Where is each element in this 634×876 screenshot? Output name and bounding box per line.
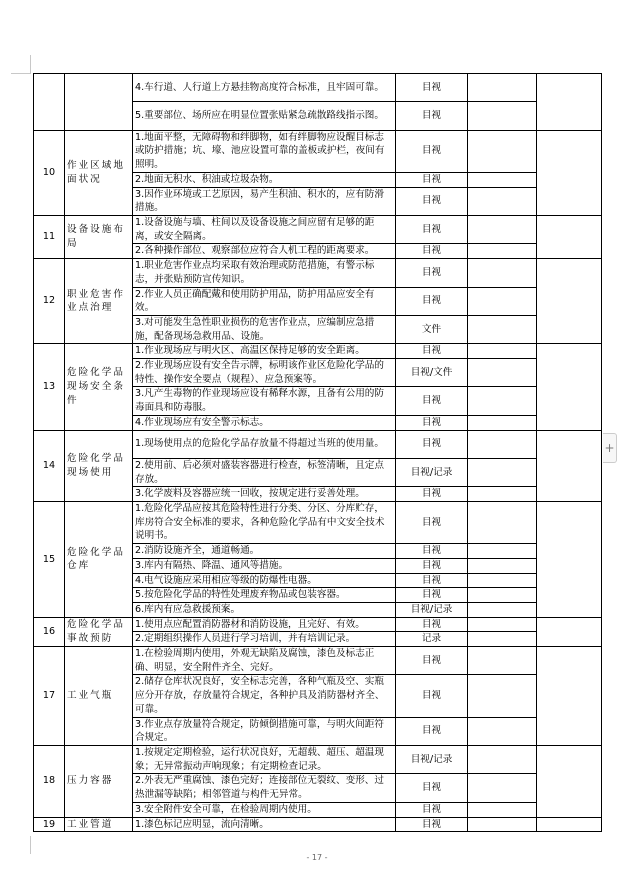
result-cell[interactable] [468,544,537,559]
check-content: 1.职业危害作业点均采取有效治理或防范措施，有警示标志，并张贴预防宣传知识。 [133,259,396,287]
check-method: 目视 [396,617,468,632]
check-content: 1.使用点应配置消防器材和消防设施，且完好、有效。 [133,617,396,632]
check-method: 目视/记录 [396,458,468,486]
result-cell[interactable] [468,588,537,603]
check-content: 1.地面平整，无障碍物和绊脚物，如有绊脚物应设醒目标志或防护措施；坑、壕、池应设置可靠的盖板或护栏，夜间有照明。 [133,130,396,172]
check-method: 目视 [396,130,468,172]
check-method: 目视 [396,172,468,187]
check-method: 目视 [396,558,468,573]
remarks-cell[interactable] [537,746,602,818]
result-cell[interactable] [468,802,537,817]
item-category: 作业区域地面状况 [65,130,133,215]
result-cell[interactable] [468,415,537,430]
item-number: 13 [34,344,65,430]
check-content: 2.作业人员正确配戴和使用防护用品，防护用品应安全有效。 [133,287,396,315]
check-content: 1.现场使用点的危险化学品存放量不得超过当班的使用量。 [133,430,396,458]
check-content: 3.安全附件安全可靠，在检验周期内使用。 [133,802,396,817]
check-method: 目视 [396,430,468,458]
table-row [34,74,602,102]
item-category: 压力容器 [65,746,133,818]
check-method: 目视 [396,544,468,559]
remarks-cell[interactable] [537,130,602,215]
result-cell[interactable] [468,746,537,774]
result-cell[interactable] [468,74,537,102]
result-cell[interactable] [468,573,537,588]
result-cell[interactable] [468,172,537,187]
result-cell[interactable] [468,502,537,544]
result-cell[interactable] [468,617,537,632]
add-button[interactable]: + [603,433,617,463]
check-method: 目视 [396,774,468,802]
check-content: 1.按规定定期检验，运行状况良好，无超载、超压、超温现象；无异常振动声响现象；有定期检查记录。 [133,746,396,774]
page-number: - 17 - [306,853,328,862]
item-number: 15 [34,502,65,618]
result-cell[interactable] [468,102,537,130]
item-number: 16 [34,617,65,646]
item-category: 工业管道 [65,817,133,832]
table-row [34,344,602,359]
crop-mark-top-left-h [11,73,31,74]
check-method: 目视/文件 [396,359,468,387]
item-number: 17 [34,647,65,746]
result-cell[interactable] [468,675,537,717]
check-method: 目视 [396,187,468,215]
check-method: 记录 [396,632,468,647]
check-method: 目视 [396,588,468,603]
remarks-cell[interactable] [537,344,602,430]
check-method: 目视 [396,675,468,717]
check-content: 2.定期组织操作人员进行学习培训，并有培训记录。 [133,632,396,647]
check-method: 目视 [396,487,468,502]
check-content: 2.作业现场应设有安全告示牌，标明该作业区危险化学品的特性、操作安全要点（规程）、应急预案等。 [133,359,396,387]
table-row [34,502,602,544]
check-content: 6.库内有应急救援预案。 [133,602,396,617]
result-cell[interactable] [468,458,537,486]
item-number: 10 [34,130,65,215]
result-cell[interactable] [468,315,537,343]
check-content: 1.作业现场应与明火区、高温区保持足够的安全距离。 [133,344,396,359]
check-method: 目视 [396,259,468,287]
crop-mark-bottom-left-v [30,836,31,854]
item-category: 危险化学品现场安全条件 [65,344,133,430]
check-method: 目视 [396,387,468,415]
result-cell[interactable] [468,359,537,387]
item-category: 职业危害作业点治理 [65,259,133,344]
check-method: 目视 [396,344,468,359]
result-cell[interactable] [468,558,537,573]
remarks-cell[interactable] [537,74,602,131]
table-row [34,259,602,287]
result-cell[interactable] [468,774,537,802]
check-method: 目视 [396,717,468,745]
check-content: 1.在检验周期内使用，外观无缺陷及腐蚀，漆色及标志正确、明显，安全附件齐全、完好。 [133,647,396,675]
result-cell[interactable] [468,387,537,415]
check-content: 3.因作业环境或工艺原因，易产生积油、积水的，应有防滑措施。 [133,187,396,215]
remarks-cell[interactable] [537,259,602,344]
result-cell[interactable] [468,187,537,215]
check-method: 目视 [396,244,468,259]
check-content: 5.按危险化学品的特性处理废弃物品或包装容器。 [133,588,396,603]
result-cell[interactable] [468,216,537,244]
check-content: 1.危险化学品应按其危险特性进行分类、分区、分库贮存，库房符合安全标准的要求，各种危险化学品有中文安全技术说明书。 [133,502,396,544]
table-row [34,617,602,632]
check-method: 目视 [396,287,468,315]
check-method: 目视 [396,802,468,817]
remarks-cell[interactable] [537,430,602,502]
check-content: 4.电气设施应采用相应等级的防爆性电器。 [133,573,396,588]
check-content: 3.作业点存放量符合规定，防倾倒措施可靠，与明火间距符合规定。 [133,717,396,745]
check-method: 目视 [396,817,468,832]
item-category: 危险化学品事故预防 [65,617,133,646]
check-method: 目视 [396,502,468,544]
item-number [34,74,65,131]
check-content: 5.重要部位、场所应在明显位置张贴紧急疏散路线指示图。 [133,102,396,130]
check-content: 2.地面无积水、积油或垃圾杂物。 [133,172,396,187]
check-content: 4.车行道、人行道上方悬挂物高度符合标准，且牢固可靠。 [133,74,396,102]
remarks-cell[interactable] [537,647,602,746]
item-number: 14 [34,430,65,502]
result-cell[interactable] [468,817,537,832]
table-row [34,746,602,774]
result-cell[interactable] [468,259,537,287]
check-method: 目视/记录 [396,602,468,617]
check-method: 文件 [396,315,468,343]
check-method: 目视 [396,216,468,244]
check-content: 2.使用前、后必须对盛装容器进行检查，标签清晰，且定点存放。 [133,458,396,486]
check-method: 目视/记录 [396,746,468,774]
check-content: 2.各种操作部位、观察部位应符合人机工程的距离要求。 [133,244,396,259]
table-row [34,817,602,832]
check-method: 目视 [396,102,468,130]
check-content: 3.化学废料及容器应统一回收，按规定进行妥善处理。 [133,487,396,502]
check-content: 2.消防设施齐全，通道畅通。 [133,544,396,559]
remarks-cell[interactable] [537,817,602,832]
check-content: 4.作业现场应有安全警示标志。 [133,415,396,430]
result-cell[interactable] [468,602,537,617]
check-method: 目视 [396,415,468,430]
item-number: 12 [34,259,65,344]
result-cell[interactable] [468,244,537,259]
item-number: 11 [34,216,65,259]
inspection-table [33,73,602,832]
item-category: 危险化学品仓库 [65,502,133,618]
table-row [34,430,602,458]
result-cell[interactable] [468,287,537,315]
check-content: 1.设备设施与墙、柱间以及设备设施之间应留有足够的距离，或安全隔离。 [133,216,396,244]
item-number: 19 [34,817,65,832]
check-content: 3.对可能发生急性职业损伤的危害作业点，应编制应急措施，配备现场急救用品、设施。 [133,315,396,343]
check-content: 2.储存仓库状况良好，安全标志完善，各种气瓶及空、实瓶应分开存放，存放量符合规定，各种护具及消防器材齐全、可靠。 [133,675,396,717]
check-content: 3.凡产生毒物的作业现场应设有稀释水源，且备有公用的防毒面具和防毒服。 [133,387,396,415]
item-category: 危险化学品现场使用 [65,430,133,502]
check-method: 目视 [396,573,468,588]
result-cell[interactable] [468,430,537,458]
check-content: 1.漆色标记应明显，流向清晰。 [133,817,396,832]
result-cell[interactable] [468,717,537,745]
remarks-cell[interactable] [537,617,602,646]
check-content: 2.外表无严重腐蚀、漆色完好；连接部位无裂纹、变形、过热泄漏等缺陷；相邻管道与构件无异常。 [133,774,396,802]
item-number: 18 [34,746,65,818]
item-category: 设备设施布局 [65,216,133,259]
table-row [34,647,602,675]
result-cell[interactable] [468,632,537,647]
remarks-cell[interactable] [537,216,602,259]
result-cell[interactable] [468,647,537,675]
item-category: 工业气瓶 [65,647,133,746]
item-category [65,74,133,131]
check-content: 3.库内有隔热、降温、通风等措施。 [133,558,396,573]
remarks-cell[interactable] [537,502,602,618]
table-row [34,216,602,244]
result-cell[interactable] [468,344,537,359]
result-cell[interactable] [468,487,537,502]
check-method: 目视 [396,74,468,102]
table-row [34,130,602,172]
crop-mark-top-left-v [30,55,31,73]
check-method: 目视 [396,647,468,675]
result-cell[interactable] [468,130,537,172]
